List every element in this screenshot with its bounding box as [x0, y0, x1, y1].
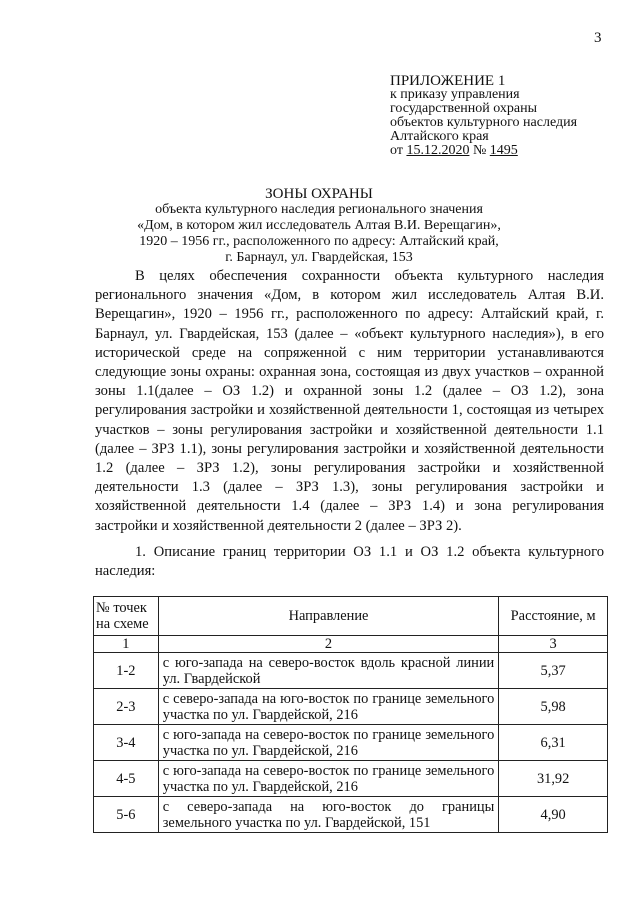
title-line: «Дом, в котором жил исследователь Алтая В.И. Верещагин», — [137, 218, 501, 233]
order-date: 15.12.2020 — [406, 143, 470, 158]
table-row — [94, 797, 608, 833]
number-prefix: № — [472, 143, 487, 158]
index-cell: 3 — [499, 636, 608, 653]
order-number: 1495 — [489, 143, 518, 158]
distance-cell: 4,90 — [499, 797, 608, 833]
points-cell: 1-2 — [94, 653, 159, 689]
title-line: объекта культурного наследия регионального значения — [155, 202, 483, 217]
direction-cell: с северо-запада на юго-восток до границы земельного участка по ул. Гвардейской, 151 — [158, 797, 499, 833]
points-cell: 3-4 — [94, 725, 159, 761]
document-title-block — [100, 186, 538, 266]
title-line: г. Барнаул, ул. Гвардейская, 153 — [225, 250, 413, 265]
distance-cell: 5,98 — [499, 689, 608, 725]
direction-cell: с юго-запада на северо-восток по границе земельного участка по ул. Гвардейской, 216 — [158, 725, 499, 761]
direction-cell: с юго-запада на северо-восток по границе земельного участка по ул. Гвардейской, 216 — [158, 761, 499, 797]
boundary-table — [93, 596, 608, 833]
title-line: 1920 – 1956 гг., расположенного по адресу: Алтайский край, — [139, 234, 499, 249]
header-distance: Расстояние, м — [499, 597, 608, 636]
appendix-line: объектов культурного наследия — [390, 115, 578, 130]
points-cell: 4-5 — [94, 761, 159, 797]
index-cell: 2 — [158, 636, 499, 653]
table-index-row — [94, 636, 608, 653]
appendix-line: государственной охраны — [390, 101, 538, 116]
table-row — [94, 689, 608, 725]
direction-cell: с юго-запада на северо-восток вдоль красной линии ул. Гвардейской — [158, 653, 499, 689]
table-row — [94, 725, 608, 761]
table-header-row — [94, 597, 608, 636]
appendix-line: к приказу управления — [390, 87, 520, 102]
table-row — [94, 761, 608, 797]
points-cell: 5-6 — [94, 797, 159, 833]
table-row — [94, 653, 608, 689]
direction-cell: с северо-запада на юго-восток по границе земельного участка по ул. Гвардейской, 216 — [158, 689, 499, 725]
date-prefix: от — [390, 143, 403, 158]
points-cell: 2-3 — [94, 689, 159, 725]
header-direction: Направление — [158, 597, 499, 636]
document-title: ЗОНЫ ОХРАНЫ — [265, 186, 373, 202]
appendix-date-line — [390, 144, 577, 158]
appendix-line: Алтайского края — [390, 129, 489, 144]
intro-paragraph: В целях обеспечения сохранности объекта культурного наследия регионального значения «Дом, в котором жил исследователь Алтая В.И. Верещагин», 1920 – 1956 гг., расположенного по адресу: Алтайский край, г. Барнаул, ул. Гвардейская, 153 (далее – «объект культурного наследия»), в его исторической среде на сопряженной с ним территории устанавливаются следующие зоны охраны: охранная зона, состоящая из двух участков – охранной зоны 1.1(далее – ОЗ 1.2) и охранной зоны 1.2 (далее – ОЗ 1.2), зона регулирования застройки и хозяйственной деятельности 1, состоящая из четырех участков – зоны регулирования застройки и хозяйственной деятельности 1.1 (далее – ЗРЗ 1.1), зоны регулирования застройки и хозяйственной деятельности 1.2 (далее – ЗРЗ 1.2), зоны регулирования застройки и хозяйственной деятельности 1.3 (далее – ЗРЗ 1.3), зоны регулирования застройки и хозяйственной деятельности 1.4 (далее – ЗРЗ 1.4) и зона регулирования застройки и хозяйственной деятельности 2 (далее – ЗРЗ 2). — [95, 268, 604, 534]
distance-cell: 31,92 — [499, 761, 608, 797]
index-cell: 1 — [94, 636, 159, 653]
distance-cell: 5,37 — [499, 653, 608, 689]
appendix-block — [390, 74, 577, 158]
distance-cell: 6,31 — [499, 725, 608, 761]
section-heading: 1. Описание границ территории ОЗ 1.1 и ОЗ 1.2 объекта культурного наследия: — [95, 544, 604, 580]
page-number: 3 — [594, 30, 602, 46]
header-points: № точек на схеме — [94, 597, 159, 636]
appendix-heading: ПРИЛОЖЕНИЕ 1 — [390, 73, 506, 89]
